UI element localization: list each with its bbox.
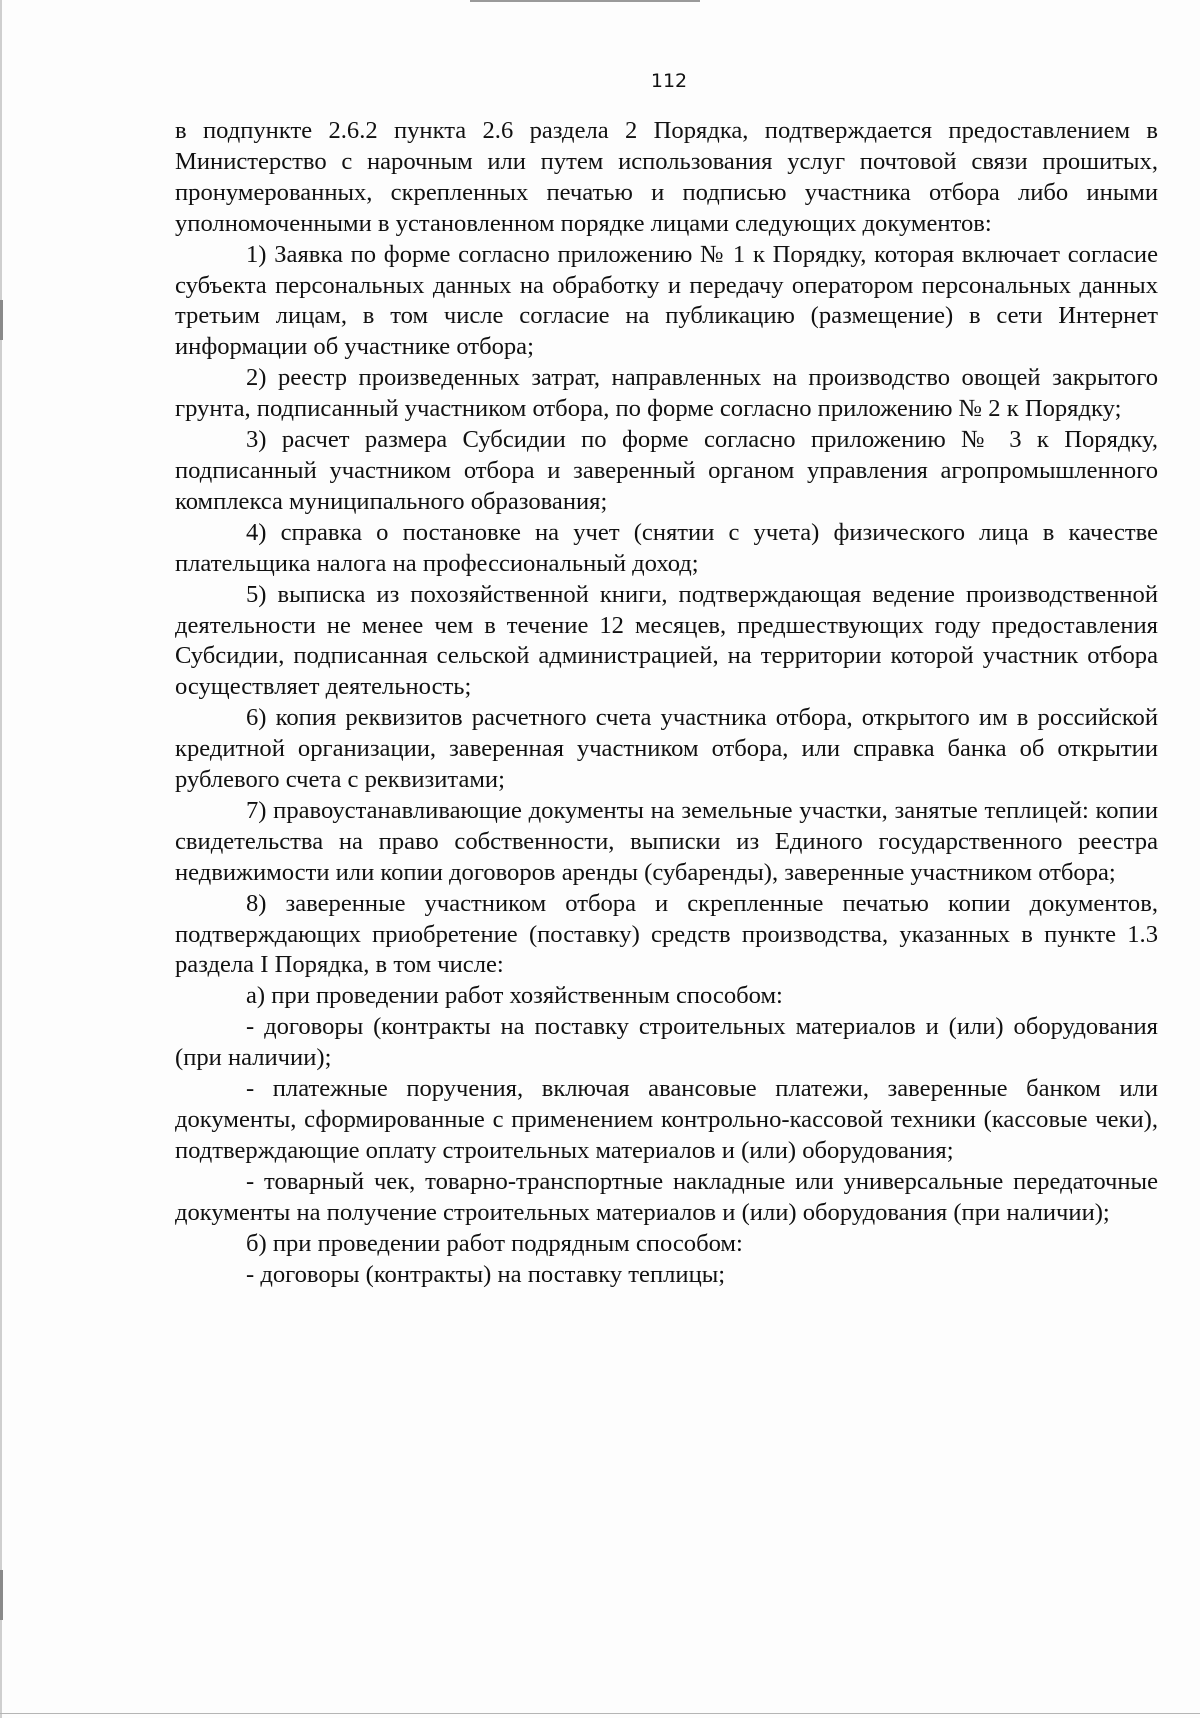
document-paragraph: а) при проведении работ хозяйственным способом: bbox=[246, 982, 783, 1010]
document-paragraph: - платежные поручения, включая авансовые платежи, заверенные банком или документы, сформированные с применением контрольно-кассовой техники (кассовые чеки), подтверждающие оплату строительных материалов и (или) оборудования; bbox=[175, 1075, 1158, 1164]
document-paragraph: 2) реестр произведенных затрат, направленных на производство овощей закрытого грунта, подписанный участником отбора, по форме согласно приложению № 2 к Порядку; bbox=[175, 364, 1158, 423]
document-paragraph: - договоры (контракты) на поставку теплицы; bbox=[246, 1260, 726, 1288]
document-paragraph: в подпункте 2.6.2 пункта 2.6 раздела 2 Порядка, подтверждается предоставлением в Министерство с нарочным или путем использования услуг почтовой связи прошитых, пронумерованных, скрепленных печатью и подписью участника отбора либо иными уполномоченными в установленном порядке лицами следующих документов: bbox=[175, 117, 1158, 237]
document-paragraph: 3) расчет размера Субсидии по форме согласно приложению № 3 к Порядку, подписанный участником отбора и заверенный органом управления агропромышленного комплекса муниципального образования; bbox=[175, 426, 1158, 515]
document-paragraph: - договоры (контракты на поставку строительных материалов и (или) оборудования (при наличии); bbox=[175, 1013, 1158, 1072]
document-body bbox=[175, 116, 1158, 1290]
document-paragraph: 6) копия реквизитов расчетного счета участника отбора, открытого им в российской кредитной организации, заверенная участником отбора, или справка банка об открытии рублевого счета с реквизитами; bbox=[175, 704, 1158, 794]
document-paragraph: 7) правоустанавливающие документы на земельные участки, занятые теплицей: копии свидетельства на право собственности, выписки из Единого государственного реестра недвижимости или копии договоров аренды (субаренды), заверенные участником отбора; bbox=[175, 796, 1158, 886]
scan-edge-top bbox=[470, 0, 700, 2]
page-number: 112 bbox=[650, 70, 688, 92]
document-paragraph: 8) заверенные участником отбора и скрепленные печатью копии документов, подтверждающих приобретение (поставку) средств производства, указанных в пункте 1.3 раздела I Порядка, в том числе: bbox=[175, 889, 1158, 979]
scan-mark bbox=[0, 300, 3, 340]
scan-edge-left bbox=[0, 0, 2, 1718]
document-paragraph: - товарный чек, товарно-транспортные накладные или универсальные передаточные документы на получение строительных материалов и (или) оборудования (при наличии); bbox=[175, 1167, 1158, 1226]
document-paragraph: 4) справка о постановке на учет (снятии с учета) физического лица в качестве плательщика налога на профессиональный доход; bbox=[175, 518, 1158, 577]
scan-edge-bottom bbox=[0, 1713, 1200, 1714]
document-paragraph: 5) выписка из похозяйственной книги, подтверждающая ведение производственной деятельности не менее чем в течение 12 месяцев, предшествующих году предоставления Субсидии, подписанная сельской администрацией, на территории которой участник отбора осуществляет деятельность; bbox=[175, 580, 1158, 701]
scan-mark bbox=[0, 1570, 3, 1620]
document-paragraph: б) при проведении работ подрядным способом: bbox=[246, 1229, 743, 1257]
document-paragraph: 1) Заявка по форме согласно приложению № 1 к Порядку, которая включает согласие субъекта персональных данных на обработку и передачу оператором персональных данных третьим лицам, в том числе согласие на публикацию (размещение) в сети Интернет информации об участнике отбора; bbox=[175, 240, 1158, 361]
